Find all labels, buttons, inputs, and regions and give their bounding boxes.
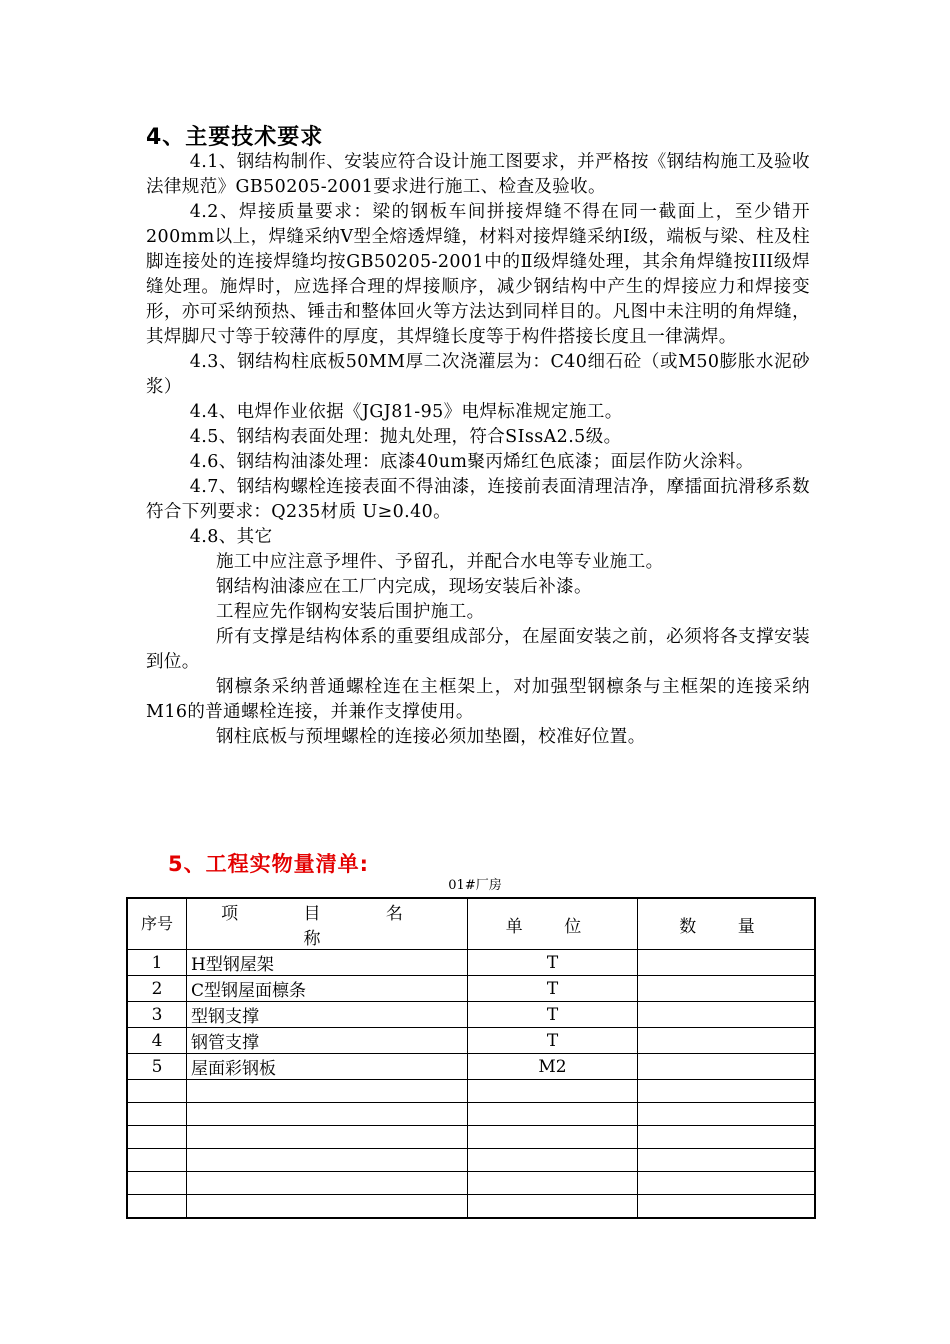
other-note-6: 钢柱底板与预埋螺栓的连接必须加垫圈，校准好位置。 (216, 727, 646, 747)
other-note-3: 工程应先作钢构安装后围护施工。 (216, 602, 485, 622)
cell-unit (468, 1149, 638, 1172)
table-header-row (127, 898, 815, 950)
cell-qty (638, 1103, 816, 1126)
req-4-8: 4.8、其它 (189, 527, 273, 547)
table-row (127, 1028, 815, 1054)
cell-qty (638, 950, 816, 976)
cell-unit (468, 1172, 638, 1195)
table-row (127, 1195, 815, 1219)
table-row (127, 950, 815, 976)
section-5-heading: 5、工程实物量清单: (168, 852, 370, 876)
table-row (127, 1149, 815, 1172)
cell-seq (127, 1195, 187, 1219)
cell-unit (468, 1195, 638, 1219)
cell-qty (638, 976, 816, 1002)
cell-name: H型钢屋架 (187, 950, 468, 976)
req-4-7: 4.7、钢结构螺栓连接表面不得油漆，连接前表面清理洁净，摩擂面抗滑移系数符合下列要求：Q235材质 U≥0.40。 (146, 477, 810, 522)
cell-unit (468, 1103, 638, 1126)
header-qty (638, 898, 816, 950)
quantity-table (126, 897, 816, 1219)
cell-unit (468, 1080, 638, 1103)
cell-name (187, 1103, 468, 1126)
cell-unit (468, 1126, 638, 1149)
table-row (127, 1002, 815, 1028)
cell-name (187, 1172, 468, 1195)
section-4-heading: 4、主要技术要求 (146, 125, 324, 150)
other-note-4: 所有支撑是结构体系的重要组成部分，在屋面安装之前，必须将各支撑安装到位。 (146, 627, 810, 672)
cell-unit: T (468, 1002, 638, 1028)
cell-unit: M2 (468, 1054, 638, 1080)
cell-seq: 2 (127, 976, 187, 1002)
other-note-5: 钢檩条采纳普通螺栓连在主框架上，对加强型钢檩条与主框架的连接采纳M16的普通螺栓连接，并兼作支撑使用。 (146, 677, 810, 722)
req-4-2: 4.2、焊接质量要求：梁的钢板车间拼接焊缝不得在同一截面上，至少错开200mm以上，焊缝采纳V型全熔透焊缝，材料对接焊缝采纳Ⅰ级，端板与梁、柱及柱脚连接处的连接焊缝均按GB50205-2001中的Ⅱ级焊缝处理，其余角焊缝按III级焊缝处理。施焊时，应选择合理的焊接顺序，减少钢结构中产生的焊接应力和焊接变形，亦可采纳预热、锤击和整体回火等方法达到同样目的。凡图中未注明的角焊缝，其焊脚尺寸等于较薄件的厚度，其焊缝长度等于构件搭接长度且一律满焊。 (146, 202, 810, 347)
other-note-1: 施工中应注意予埋件、予留孔，并配合水电等专业施工。 (216, 552, 664, 572)
req-4-4: 4.4、电焊作业依据《JGJ81-95》电焊标准规定施工。 (189, 402, 623, 422)
header-unit (468, 898, 638, 950)
cell-seq (127, 1080, 187, 1103)
header-seq: 序号 (127, 898, 187, 950)
cell-unit: T (468, 1028, 638, 1054)
cell-seq: 3 (127, 1002, 187, 1028)
cell-qty (638, 1195, 816, 1219)
cell-qty (638, 1080, 816, 1103)
cell-seq (127, 1126, 187, 1149)
cell-name (187, 1149, 468, 1172)
table-row (127, 1103, 815, 1126)
cell-name (187, 1080, 468, 1103)
table-row (127, 976, 815, 1002)
table-row (127, 1080, 815, 1103)
cell-name (187, 1195, 468, 1219)
cell-name (187, 1126, 468, 1149)
req-4-1: 4.1、钢结构制作、安装应符合设计施工图要求，并严格按《钢结构施工及验收法律规范》GB50205-2001要求进行施工、检查及验收。 (146, 152, 810, 197)
cell-seq (127, 1172, 187, 1195)
header-qty-text: 数 量 (679, 916, 773, 937)
cell-unit: T (468, 950, 638, 976)
cell-name: 屋面彩钢板 (187, 1054, 468, 1080)
cell-qty (638, 1002, 816, 1028)
cell-qty (638, 1126, 816, 1149)
req-4-3: 4.3、钢结构柱底板50MM厚二次浇灌层为：C40细石砼（或M50膨胀水泥砂浆） (146, 352, 810, 397)
header-name-text: 项 目 名 称 (221, 904, 433, 949)
other-note-2: 钢结构油漆应在工厂内完成，现场安装后补漆。 (216, 577, 592, 597)
cell-seq: 5 (127, 1054, 187, 1080)
table-row (127, 1126, 815, 1149)
cell-name: C型钢屋面檩条 (187, 976, 468, 1002)
cell-name: 型钢支撑 (187, 1002, 468, 1028)
cell-qty (638, 1054, 816, 1080)
header-name (187, 898, 468, 950)
cell-qty (638, 1149, 816, 1172)
header-unit-text: 单 位 (505, 916, 600, 937)
table-row (127, 1054, 815, 1080)
cell-seq (127, 1103, 187, 1126)
req-4-5: 4.5、钢结构表面处理：抛丸处理，符合SIssA2.5级。 (189, 427, 622, 447)
cell-qty (638, 1028, 816, 1054)
cell-seq: 4 (127, 1028, 187, 1054)
req-4-6: 4.6、钢结构油漆处理：底漆40um聚丙烯红色底漆；面层作防火涂料。 (189, 452, 754, 472)
table-row (127, 1172, 815, 1195)
cell-seq: 1 (127, 950, 187, 976)
cell-unit: T (468, 976, 638, 1002)
cell-qty (638, 1172, 816, 1195)
section-4-body (146, 150, 810, 750)
cell-seq (127, 1149, 187, 1172)
cell-name: 钢管支撑 (187, 1028, 468, 1054)
table-caption: 01#厂房 (448, 878, 502, 893)
